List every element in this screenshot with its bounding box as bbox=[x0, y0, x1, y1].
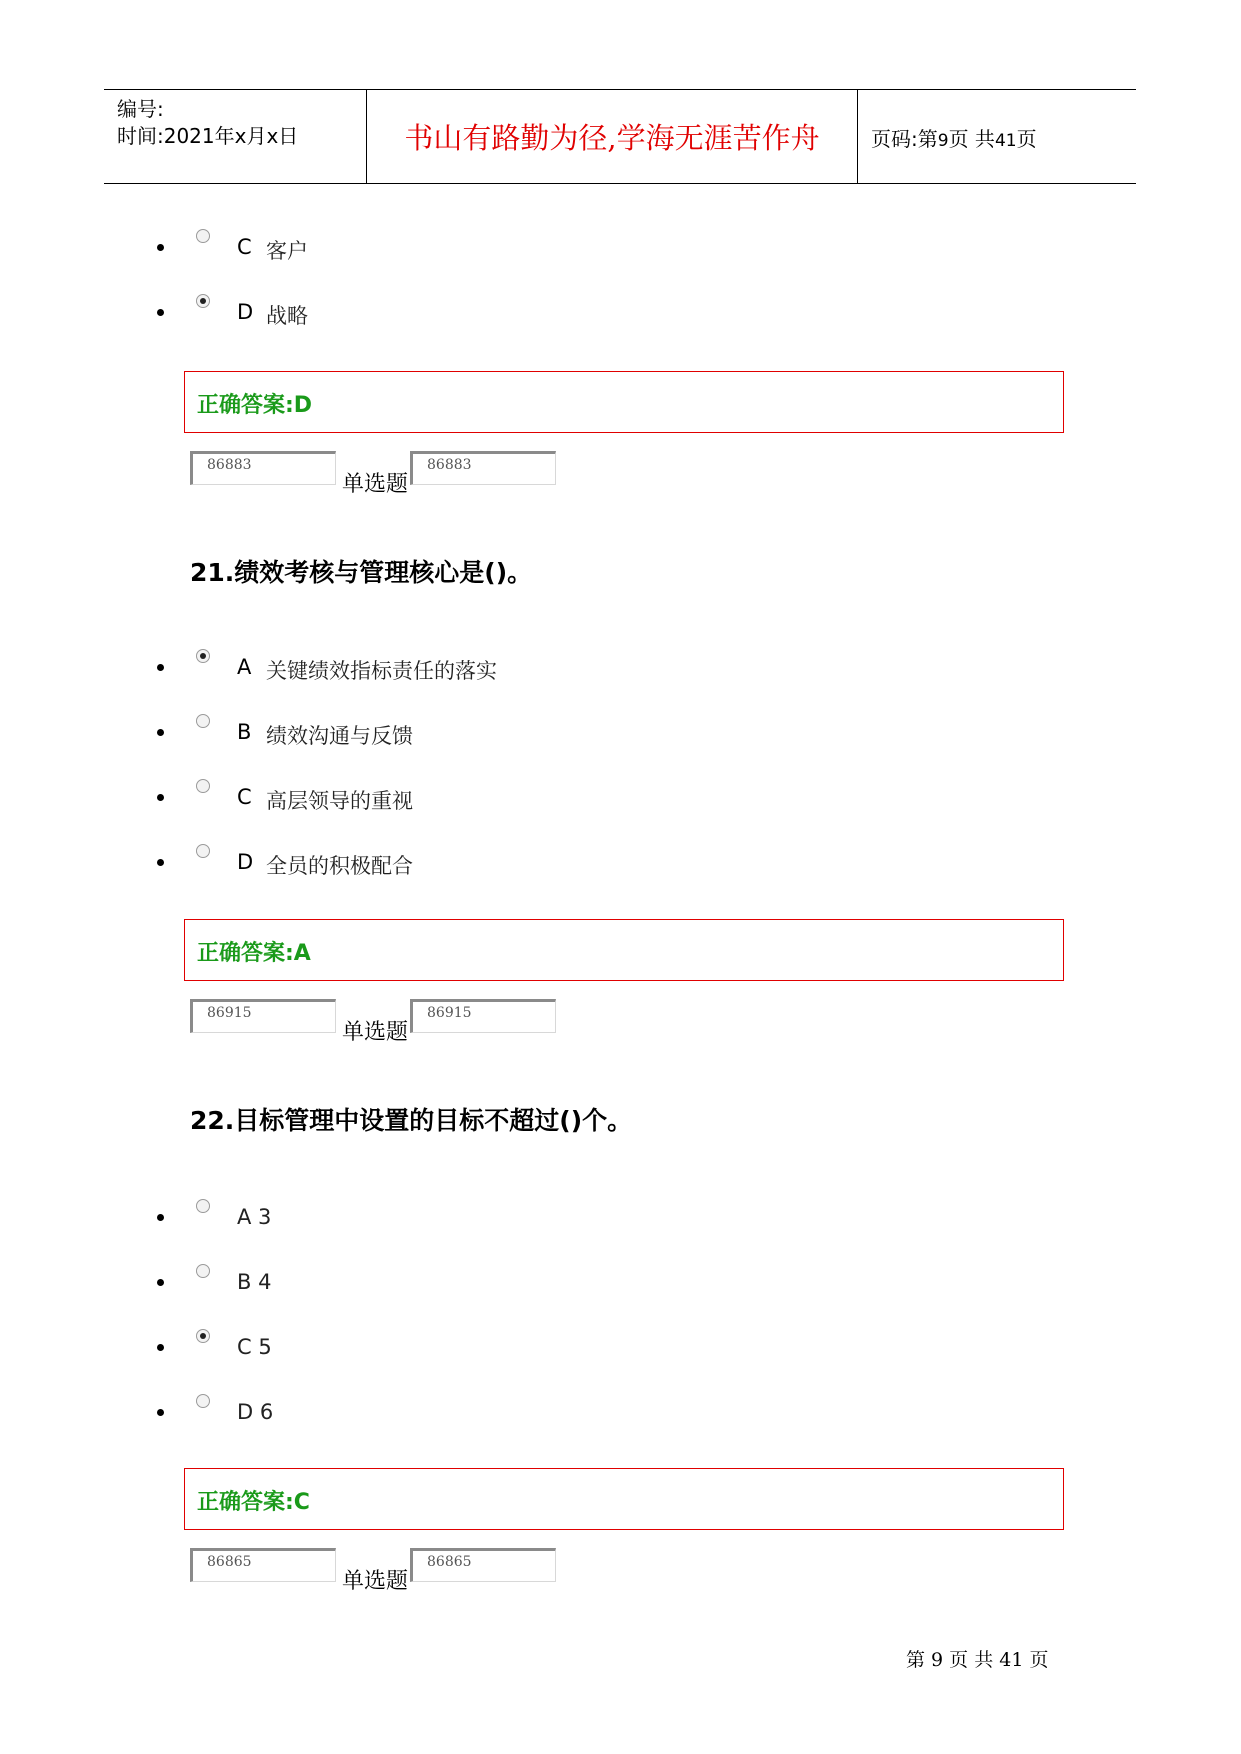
radio-button-checked[interactable] bbox=[196, 1329, 210, 1343]
option-c[interactable] bbox=[0, 229, 800, 263]
document-header bbox=[104, 89, 1136, 184]
option-text: D 6 bbox=[237, 1400, 274, 1424]
option-c[interactable] bbox=[0, 779, 800, 813]
id-field-2[interactable]: 86865 bbox=[410, 1548, 556, 1582]
option-text: A 3 bbox=[237, 1205, 272, 1229]
option-b[interactable] bbox=[0, 714, 800, 748]
question-type: 单选题 bbox=[342, 1569, 409, 1594]
meta-row bbox=[0, 451, 700, 497]
number-label: 编号: bbox=[117, 97, 164, 121]
option-text: 关键绩效指标责任的落实 bbox=[266, 659, 497, 683]
answer-box bbox=[184, 1468, 1064, 1530]
radio-button[interactable] bbox=[196, 229, 210, 243]
id-field-2[interactable]: 86915 bbox=[410, 999, 556, 1033]
option-d[interactable] bbox=[0, 1394, 800, 1428]
option-text: 绩效沟通与反馈 bbox=[266, 724, 413, 748]
option-letter: C bbox=[237, 235, 252, 259]
correct-answer: 正确答案:D bbox=[197, 393, 313, 418]
correct-answer: 正确答案:A bbox=[197, 941, 311, 966]
option-text: 高层领导的重视 bbox=[266, 789, 413, 813]
option-text: 全员的积极配合 bbox=[266, 854, 413, 878]
option-b[interactable] bbox=[0, 1264, 800, 1298]
motto: 书山有路勤为径,学海无涯苦作舟 bbox=[404, 121, 820, 155]
option-text: 战略 bbox=[266, 304, 308, 328]
bullet bbox=[157, 1409, 164, 1416]
bullet bbox=[157, 664, 164, 671]
question-title: 22.目标管理中设置的目标不超过()个。 bbox=[190, 1106, 633, 1135]
option-letter: C bbox=[237, 785, 252, 809]
radio-button[interactable] bbox=[196, 1199, 210, 1213]
meta-row bbox=[0, 999, 700, 1045]
id-field[interactable]: 86915 bbox=[190, 999, 336, 1033]
question-type: 单选题 bbox=[342, 1020, 409, 1045]
bullet bbox=[157, 309, 164, 316]
option-text: 客户 bbox=[266, 239, 308, 263]
option-letter: D bbox=[237, 850, 254, 874]
option-letter: A bbox=[237, 655, 252, 679]
bullet bbox=[157, 859, 164, 866]
page-total: 41 bbox=[994, 131, 1017, 151]
question-type: 单选题 bbox=[342, 472, 409, 497]
page-code: 页码:第9页 共41页 bbox=[871, 127, 1037, 151]
option-letter: D bbox=[237, 300, 254, 324]
bullet bbox=[157, 794, 164, 801]
id-field[interactable]: 86883 bbox=[190, 451, 336, 485]
radio-button-checked[interactable] bbox=[196, 649, 210, 663]
header-motto-cell bbox=[366, 90, 858, 183]
bullet bbox=[157, 1214, 164, 1221]
option-d[interactable] bbox=[0, 844, 800, 878]
option-a[interactable] bbox=[0, 649, 800, 683]
correct-answer: 正确答案:C bbox=[197, 1490, 310, 1515]
radio-button[interactable] bbox=[196, 844, 210, 858]
bullet bbox=[157, 1344, 164, 1351]
radio-button[interactable] bbox=[196, 1394, 210, 1408]
radio-button[interactable] bbox=[196, 714, 210, 728]
id-field-2[interactable]: 86883 bbox=[410, 451, 556, 485]
option-c[interactable] bbox=[0, 1329, 800, 1363]
answer-box bbox=[184, 919, 1064, 981]
question-title: 21.绩效考核与管理核心是()。 bbox=[190, 558, 533, 587]
radio-button-checked[interactable] bbox=[196, 294, 210, 308]
option-text: B 4 bbox=[237, 1270, 272, 1294]
radio-button[interactable] bbox=[196, 1264, 210, 1278]
option-a[interactable] bbox=[0, 1199, 800, 1233]
page-footer: 第 9 页 共 41 页 bbox=[906, 1649, 1049, 1671]
page-current: 9 bbox=[937, 131, 949, 151]
option-letter: B bbox=[237, 720, 252, 744]
id-field[interactable]: 86865 bbox=[190, 1548, 336, 1582]
time-label: 时间:2021年x月x日 bbox=[117, 124, 299, 148]
bullet bbox=[157, 244, 164, 251]
answer-box bbox=[184, 371, 1064, 433]
header-page-cell bbox=[858, 90, 1136, 183]
meta-row bbox=[0, 1548, 700, 1594]
header-info-cell bbox=[104, 90, 366, 183]
option-text: C 5 bbox=[237, 1335, 272, 1359]
bullet bbox=[157, 1279, 164, 1286]
option-d[interactable] bbox=[0, 294, 800, 328]
bullet bbox=[157, 729, 164, 736]
radio-button[interactable] bbox=[196, 779, 210, 793]
